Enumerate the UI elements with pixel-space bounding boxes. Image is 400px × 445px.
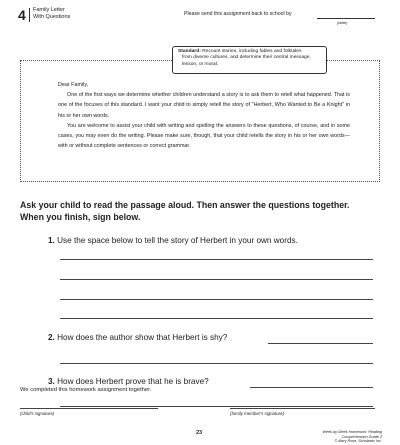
completion-statement: We completed this homework assignment together. [20, 387, 152, 393]
answer-3-inline-line[interactable] [250, 387, 373, 388]
letter-paragraph-2: You are welcome to assist your child with writing and spelling the answers to these questions, of course, and in some cases, you may even do the writing. Please make sure, though, that your child retells the story in his or her own words—with or without complete sentences or correct grammar. [58, 122, 350, 150]
lesson-number: 4 [18, 7, 26, 23]
lesson-label [33, 7, 70, 21]
return-instructions: Please send this assignment back to school by [184, 11, 292, 17]
question-3-number: 3. [48, 377, 55, 386]
standard-line3: lesson, or moral. [182, 61, 219, 67]
answer-1-line-3[interactable] [60, 299, 373, 300]
date-field-line[interactable] [317, 18, 375, 19]
answer-3-line[interactable] [60, 406, 373, 407]
answer-2-line[interactable] [60, 363, 373, 364]
family-letter-text [58, 80, 350, 151]
publication-credit [302, 430, 382, 444]
family-signature-line[interactable] [230, 408, 375, 409]
credit-line-1: Week-by-Week Homework: Reading Comprehension Grade 2 [322, 430, 382, 439]
answer-1-line-1[interactable] [60, 259, 373, 260]
standard-box [172, 46, 327, 74]
question-2-text: How does the author show that Herbert is shy? [57, 333, 228, 342]
question-3-text: How does Herbert prove that he is brave? [57, 377, 209, 386]
family-signature-label: (family member's signature) [230, 411, 285, 416]
instructions-heading: Ask your child to read the passage aloud. Then answer the questions together. When you finish, sign below. [20, 200, 350, 222]
letter-greeting: Dear Family, [58, 82, 89, 88]
credit-line-2: © Mary Rose, Scholastic Inc. [334, 439, 382, 444]
answer-1-line-4[interactable] [60, 318, 373, 319]
date-field-label: (date) [337, 20, 348, 25]
question-1-number: 1. [48, 236, 55, 245]
header-divider [29, 8, 30, 22]
standard-line1: Recount stories, including fables and folktales [202, 49, 302, 54]
question-2-number: 2. [48, 333, 55, 342]
answer-2-inline-line[interactable] [268, 343, 373, 344]
child-signature-line[interactable] [20, 408, 158, 409]
letter-paragraph-1: One of the first ways we determine whether children understand a story is to ask them to retell what happened. That is one of the focuses of this standard. I want your child to simply retell the story of "Herbert, Who Wanted to Be a Knight" in his or her own words. [58, 92, 350, 119]
question-3 [48, 377, 209, 387]
standard-line2: from diverse cultures, and determine their central message, [182, 55, 311, 61]
child-signature-label: (child's signature) [20, 411, 55, 416]
lesson-label-line1: Family Letter [33, 7, 65, 13]
page-number: 23 [196, 430, 203, 436]
answer-1-line-2[interactable] [60, 279, 373, 280]
standard-label: Standard: [178, 49, 201, 54]
lesson-label-line2: With Questions [33, 14, 71, 20]
question-2 [48, 333, 227, 343]
question-1-text: Use the space below to tell the story of Herbert in your own words. [57, 236, 298, 245]
question-1 [48, 236, 298, 246]
